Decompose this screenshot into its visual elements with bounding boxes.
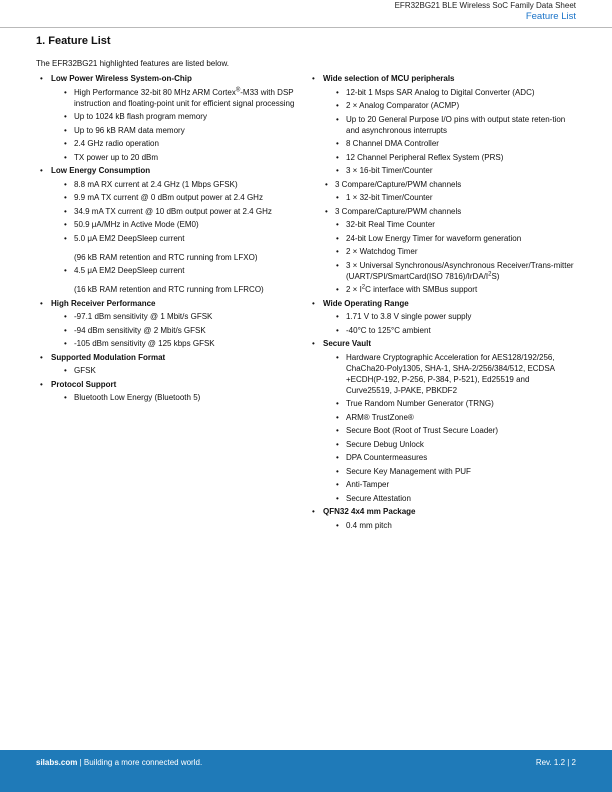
feature-group: [40, 73, 302, 163]
feature-group: [312, 298, 574, 336]
bullet: •: [64, 206, 67, 216]
item-text: 2.4 GHz radio operation: [74, 139, 159, 148]
item-text: 8.8 mA RX current at 2.4 GHz (1 Mbps GFSK): [74, 179, 238, 189]
item-text: 0.4 mm pitch: [346, 520, 392, 530]
item-text: C interface with SMBus support: [365, 285, 478, 294]
list-item: [51, 338, 302, 349]
bullet: •: [64, 193, 67, 202]
bullet: •: [312, 298, 315, 308]
list-item: [323, 114, 574, 136]
feature-group: [312, 506, 574, 531]
bullet: •: [336, 412, 339, 422]
bullet: •: [336, 220, 339, 229]
footer-site-link[interactable]: silabs.com: [36, 758, 78, 767]
bullet: •: [336, 87, 339, 97]
list-item: [323, 479, 574, 490]
list-item: [323, 260, 574, 282]
list-item: [323, 439, 574, 450]
group-heading: Wide Operating Range: [323, 298, 409, 308]
list-item: [323, 325, 574, 336]
sub-list-item: [323, 206, 574, 217]
bullet: •: [336, 453, 339, 462]
bullet: •: [64, 393, 67, 402]
bullet: •: [336, 325, 339, 335]
bullet: •: [325, 179, 328, 189]
item-text: 3 Compare/Capture/PWM channels: [335, 206, 462, 216]
list-item: [323, 493, 574, 504]
item-text: 12 Channel Peripheral Reflex System (PRS): [346, 152, 504, 162]
item-text: 12-bit 1 Msps SAR Analog to Digital Converter (ADC): [346, 87, 535, 97]
list-item: [323, 398, 574, 409]
item-text: -94 dBm sensitivity @ 2 Mbit/s GFSK: [74, 325, 206, 335]
list-item: [51, 152, 302, 163]
item-text: 2 × Watchdog Timer: [346, 247, 418, 256]
bullet: •: [64, 112, 67, 121]
bullet: •: [325, 206, 328, 216]
list-item: [323, 311, 574, 322]
item-text: Secure Attestation: [346, 493, 411, 503]
bullet: •: [40, 298, 43, 308]
list-item: [323, 284, 574, 295]
bullet: •: [336, 466, 339, 476]
bullet: •: [64, 139, 67, 148]
bullet: •: [312, 339, 315, 348]
bullet: •: [336, 260, 339, 270]
item-text: -M33 with DSP instruction and floating-point unit for efficient signal processing: [74, 87, 295, 108]
page-header: [395, 1, 576, 23]
bullet: •: [40, 379, 43, 389]
item-text: Up to 96 kB RAM data memory: [74, 125, 185, 135]
group-heading: QFN32 4x4 mm Package: [323, 507, 416, 516]
left-column: [40, 73, 302, 406]
bullet: •: [336, 247, 339, 256]
item-text: TX power up to 20 dBm: [74, 152, 159, 162]
list-item: [51, 233, 302, 263]
item-text: Anti-Tamper: [346, 480, 390, 489]
superscript: 2: [361, 284, 366, 291]
list-item: [323, 219, 574, 230]
item-text: -105 dBm sensitivity @ 125 kbps GFSK: [74, 339, 215, 348]
item-text: 3 Compare/Capture/PWM channels: [335, 179, 462, 189]
item-text: High Performance 32-bit 80 MHz ARM Cortex: [74, 87, 236, 97]
bullet: •: [312, 74, 315, 83]
item-text: DPA Countermeasures: [346, 453, 428, 462]
item-text: True Random Number Generator (TRNG): [346, 399, 494, 408]
footer-revision: Rev. 1.2 | 2: [535, 758, 576, 767]
list-item: [51, 265, 302, 295]
group-heading: High Receiver Performance: [51, 298, 156, 308]
registered-mark: ®: [235, 86, 241, 93]
section-title: 1. Feature List: [36, 35, 111, 47]
feature-group: [312, 338, 574, 504]
bullet: •: [336, 101, 339, 110]
item-text: 50.9 μA/MHz in Active Mode (EM0): [74, 220, 199, 229]
list-item: [323, 100, 574, 111]
item-text: Secure Boot (Root of Trust Secure Loader): [346, 426, 499, 435]
list-item: [51, 311, 302, 322]
item-text: 2 × I: [346, 285, 362, 294]
list-item: [323, 520, 574, 531]
list-item: [323, 425, 574, 436]
list-item: [323, 152, 574, 163]
bullet: •: [64, 312, 67, 321]
feature-group: [312, 73, 574, 295]
group-heading: Protocol Support: [51, 379, 117, 389]
bullet: •: [336, 352, 339, 362]
item-text: Bluetooth Low Energy (Bluetooth 5): [74, 393, 201, 402]
bullet: •: [336, 152, 339, 162]
list-item: [51, 87, 302, 109]
item-text: Secure Key Management with PUF: [346, 466, 471, 476]
item-note: (16 kB RAM retention and RTC running from LFRCO): [74, 285, 264, 294]
item-text: ARM® TrustZone®: [346, 412, 414, 422]
group-heading: Low Energy Consumption: [51, 166, 151, 175]
item-text: -97.1 dBm sensitivity @ 1 Mbit/s GFSK: [74, 312, 213, 321]
bullet: •: [64, 152, 67, 162]
bullet: •: [40, 352, 43, 362]
bullet: •: [64, 87, 67, 97]
bullet: •: [336, 312, 339, 321]
footer-tagline: | Building a more connected world.: [77, 758, 203, 767]
list-item: [51, 206, 302, 217]
bullet: •: [336, 139, 339, 148]
item-text: 2 × Analog Comparator (ACMP): [346, 101, 460, 110]
item-text: 32-bit Real Time Counter: [346, 220, 435, 229]
feature-group: [40, 165, 302, 295]
bullet: •: [64, 179, 67, 189]
list-item: [323, 233, 574, 244]
item-text: Hardware Cryptographic Acceleration for AES128/192/256, ChaCha20-Poly1305, SHA-1, SHA-2/256/384/512, ECDSA +ECDH(P-192, P-256, P-384, P-521), Ed25519 and Curve25519, J-PAKE, PBKDF2: [346, 352, 555, 395]
item-text: 9.9 mA TX current @ 0 dBm output power at 2.4 GHz: [74, 193, 263, 202]
bullet: •: [336, 439, 339, 449]
item-text: S): [491, 271, 500, 281]
item-text: 24-bit Low Energy Timer for waveform generation: [346, 233, 522, 243]
bullet: •: [40, 166, 43, 175]
list-item: [323, 466, 574, 477]
list-item: [51, 325, 302, 336]
bullet: •: [336, 399, 339, 408]
item-text: 1.71 V to 3.8 V single power supply: [346, 312, 472, 321]
bullet: •: [64, 125, 67, 135]
bullet: •: [336, 193, 339, 202]
item-text: 3 × 16-bit Timer/Counter: [346, 166, 433, 175]
list-item: [51, 365, 302, 376]
bullet: •: [64, 266, 67, 275]
list-item: [323, 165, 574, 190]
feature-group: [40, 379, 302, 404]
right-column: [312, 73, 574, 533]
bullet: •: [40, 74, 43, 83]
list-item: [323, 192, 574, 217]
intro-text: The EFR32BG21 highlighted features are listed below.: [36, 59, 230, 68]
group-heading: Supported Modulation Format: [51, 352, 166, 362]
item-text: Up to 1024 kB flash program memory: [74, 112, 207, 121]
bullet: •: [336, 426, 339, 435]
bullet: •: [64, 366, 67, 375]
list-item: [323, 452, 574, 463]
bullet: •: [64, 220, 67, 229]
bullet: •: [336, 114, 339, 124]
footer-left: [36, 758, 202, 767]
list-item: [323, 87, 574, 98]
list-item: [51, 111, 302, 122]
bullet: •: [336, 166, 339, 175]
item-text: 5.0 μA EM2 DeepSleep current: [74, 233, 185, 243]
item-text: Secure Debug Unlock: [346, 439, 424, 449]
bullet: •: [336, 285, 339, 294]
bullet: •: [336, 233, 339, 243]
bullet: •: [336, 493, 339, 503]
group-heading: Secure Vault: [323, 339, 372, 348]
list-item: [323, 352, 574, 396]
header-divider: [0, 27, 612, 28]
list-item: [51, 392, 302, 403]
item-text: 4.5 μA EM2 DeepSleep current: [74, 266, 185, 275]
group-heading: Low Power Wireless System-on-Chip: [51, 74, 192, 83]
list-item: [323, 138, 574, 149]
item-text: GFSK: [74, 366, 96, 375]
bullet: •: [64, 339, 67, 348]
sub-list-item: [323, 179, 574, 190]
group-heading: Wide selection of MCU peripherals: [323, 74, 455, 83]
item-text: Up to 20 General Purpose I/O pins with output state reten-tion and asynchronous interrupts: [346, 114, 566, 135]
section-link[interactable]: Feature List: [525, 11, 576, 22]
bullet: •: [336, 480, 339, 489]
item-text: -40°C to 125°C ambient: [346, 325, 431, 335]
superscript: 2: [488, 270, 492, 277]
bullet: •: [336, 520, 339, 530]
item-text: 8 Channel DMA Controller: [346, 139, 439, 148]
feature-group: [40, 352, 302, 377]
bullet: •: [64, 233, 67, 243]
list-item: [51, 179, 302, 190]
list-item: [51, 192, 302, 203]
bullet: •: [312, 507, 315, 516]
item-text: 3 × Universal Synchronous/Asynchronous Receiver/Trans-mitter (UART/SPI/SmartCard(ISO 7816)/IrDA/I: [346, 260, 574, 281]
document-title: EFR32BG21 BLE Wireless SoC Family Data Sheet: [394, 1, 576, 10]
item-note: (96 kB RAM retention and RTC running from LFXO): [74, 252, 258, 262]
list-item: [51, 219, 302, 230]
item-text: 1 × 32-bit Timer/Counter: [346, 193, 433, 202]
feature-group: [40, 298, 302, 350]
list-item: [51, 138, 302, 149]
page-footer: [0, 750, 612, 792]
bullet: •: [64, 325, 67, 335]
list-item: [51, 125, 302, 136]
list-item: [323, 246, 574, 257]
list-item: [323, 412, 574, 423]
item-text: 34.9 mA TX current @ 10 dBm output power at 2.4 GHz: [74, 206, 272, 216]
